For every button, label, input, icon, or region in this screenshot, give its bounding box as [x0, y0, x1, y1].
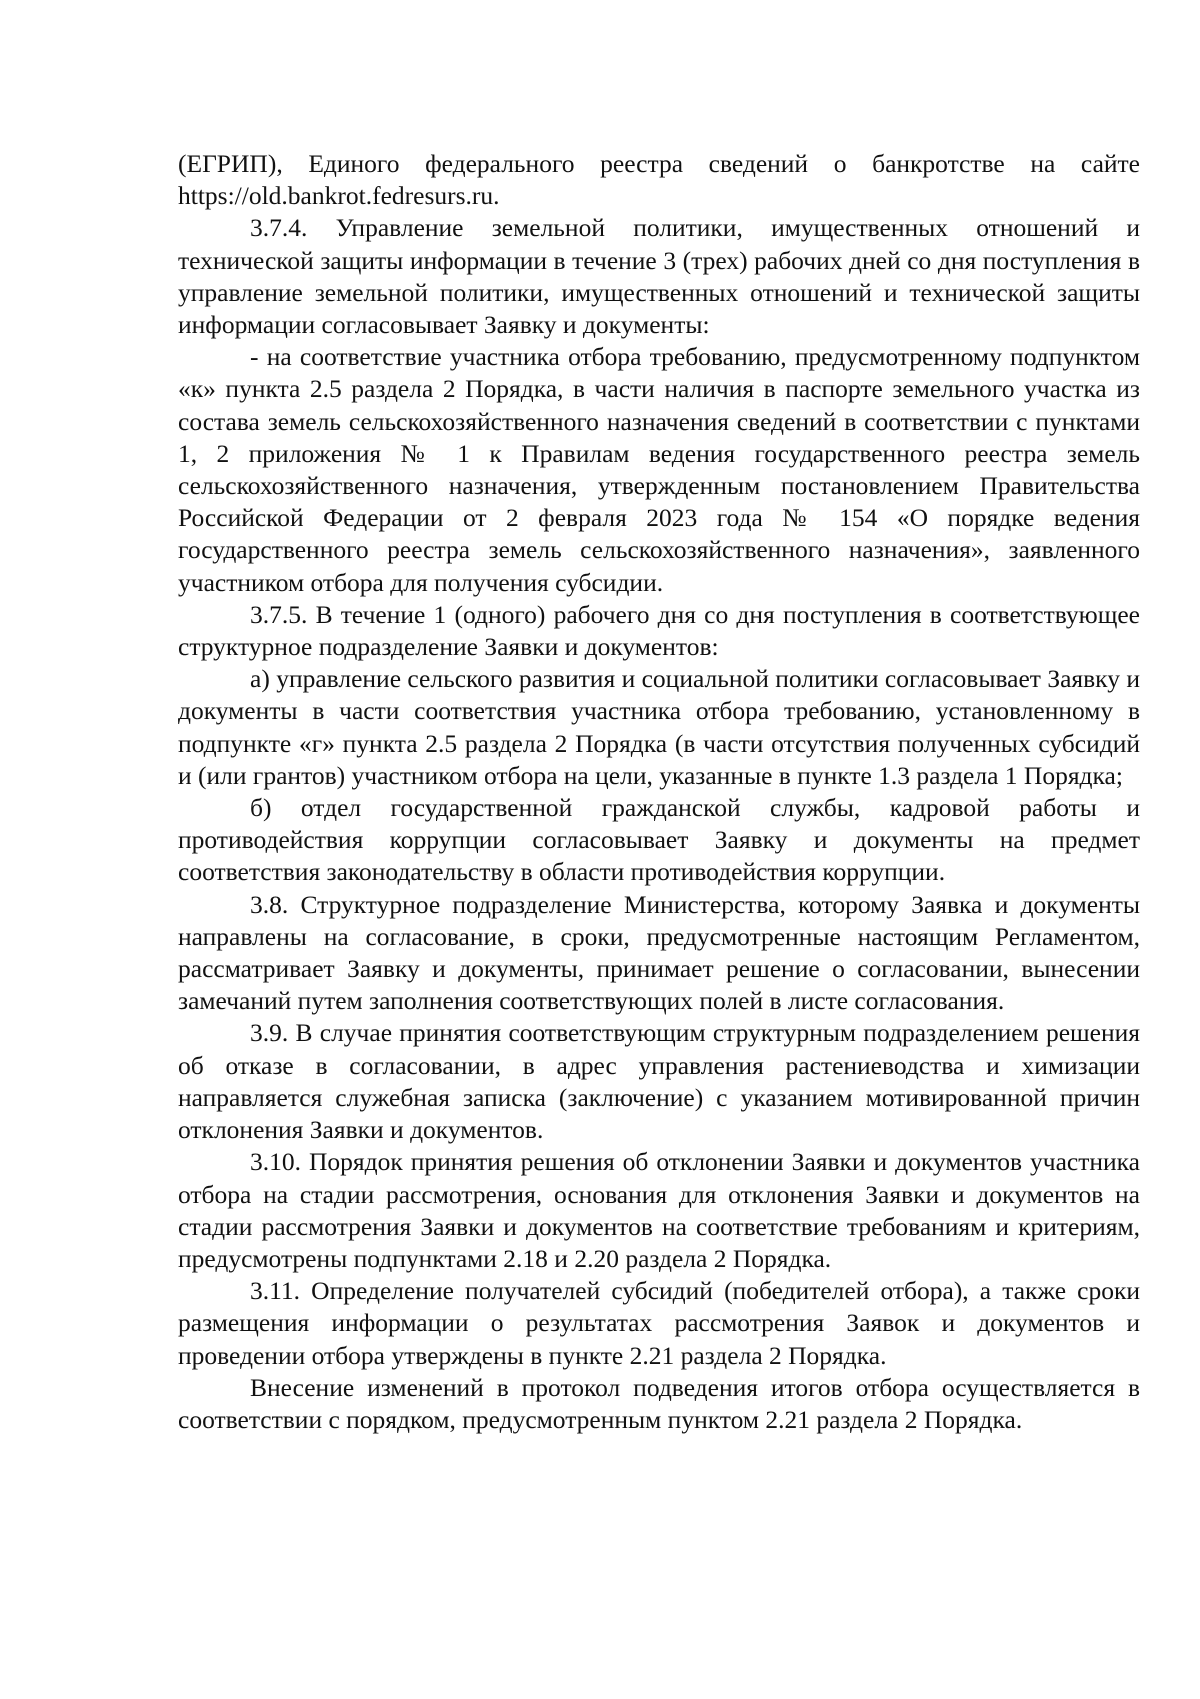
paragraph-3-7-5: 3.7.5. В течение 1 (одного) рабочего дня со дня поступления в соответствующее структурное подразделение Заявки и документов: — [178, 599, 1140, 662]
paragraph-protocol-changes: Внесение изменений в протокол подведения итогов отбора осуществляется в соответствии с порядком, предусмотренным пунктом 2.21 раздела 2 Порядка. — [178, 1372, 1140, 1434]
paragraph-3-11: 3.11. Определение получателей субсидий (победителей отбора), а также сроки размещения информации о результатах рассмотрения Заявок и документов и проведении отбора утверждены в пункте 2.21 раздела 2 Порядка. — [178, 1276, 1140, 1370]
paragraph-3-9: 3.9. В случае принятия соответствующим структурным подразделением решения об отказе в согласовании, в адрес управления растениеводства и химизации направляется служебная записка (заключение) с указанием мотивированной причин отклонения Заявки и документов. — [178, 1018, 1140, 1145]
paragraph-3-7-5-a: а) управление сельского развития и социальной политики согласовывает Заявку и документы в части соответствия участника отбора требованию, установленному в подпункте «г» пункта 2.5 раздела 2 Порядка (в части отсутствия полученных субсидий и (или грантов) участником отбора на цели, указанные в пункте 1.3 раздела 1 Порядка; — [178, 664, 1140, 790]
paragraph-egrip-continuation: (ЕГРИП), Единого федерального реестра сведений о банкротстве на сайте https://old.bankrot.fedresurs.ru. — [178, 149, 1140, 211]
paragraph-3-7-5-b: б) отдел государственной гражданской службы, кадровой работы и противодействия коррупции согласовывает Заявку и документы на предмет соответствия законодательству в области противодействия коррупции. — [178, 793, 1140, 887]
document-body — [178, 148, 1140, 1436]
paragraph-3-7-4: 3.7.4. Управление земельной политики, имущественных отношений и технической защиты информации в течение 3 (трех) рабочих дней со дня поступления в управление земельной политики, имущественных отношений и технической защиты информации согласовывает Заявку и документы: — [178, 213, 1140, 340]
paragraph-3-10: 3.10. Порядок принятия решения об отклонении Заявки и документов участника отбора на стадии рассмотрения, основания для отклонения Заявки и документов на стадии рассмотрения Заявки и документов на соответствие требованиям и критериям, предусмотрены подпунктами 2.18 и 2.20 раздела 2 Порядка. — [178, 1147, 1140, 1273]
paragraph-3-7-4-item: - на соответствие участника отбора требованию, предусмотренному подпунктом «к» пункта 2.5 раздела 2 Порядка, в части наличия в паспорте земельного участка из состава земель сельскохозяйственного назначения сведений в соответствии с пунктами 1, 2 приложения № 1 к Правилам ведения государственного реестра земель сельскохозяйственного назначения, утвержденным постановлением Правительства Российской Федерации от 2 февраля 2023 года № 154 «О порядке ведения государственного реестра земель сельскохозяйственного назначения», заявленного участником отбора для получения субсидии. — [178, 342, 1140, 597]
paragraph-3-8: 3.8. Структурное подразделение Министерства, которому Заявка и документы направлены на согласование, в сроки, предусмотренные настоящим Регламентом, рассматривает Заявку и документы, принимает решение о согласовании, вынесении замечаний путем заполнения соответствующих полей в листе согласования. — [178, 889, 1140, 1016]
